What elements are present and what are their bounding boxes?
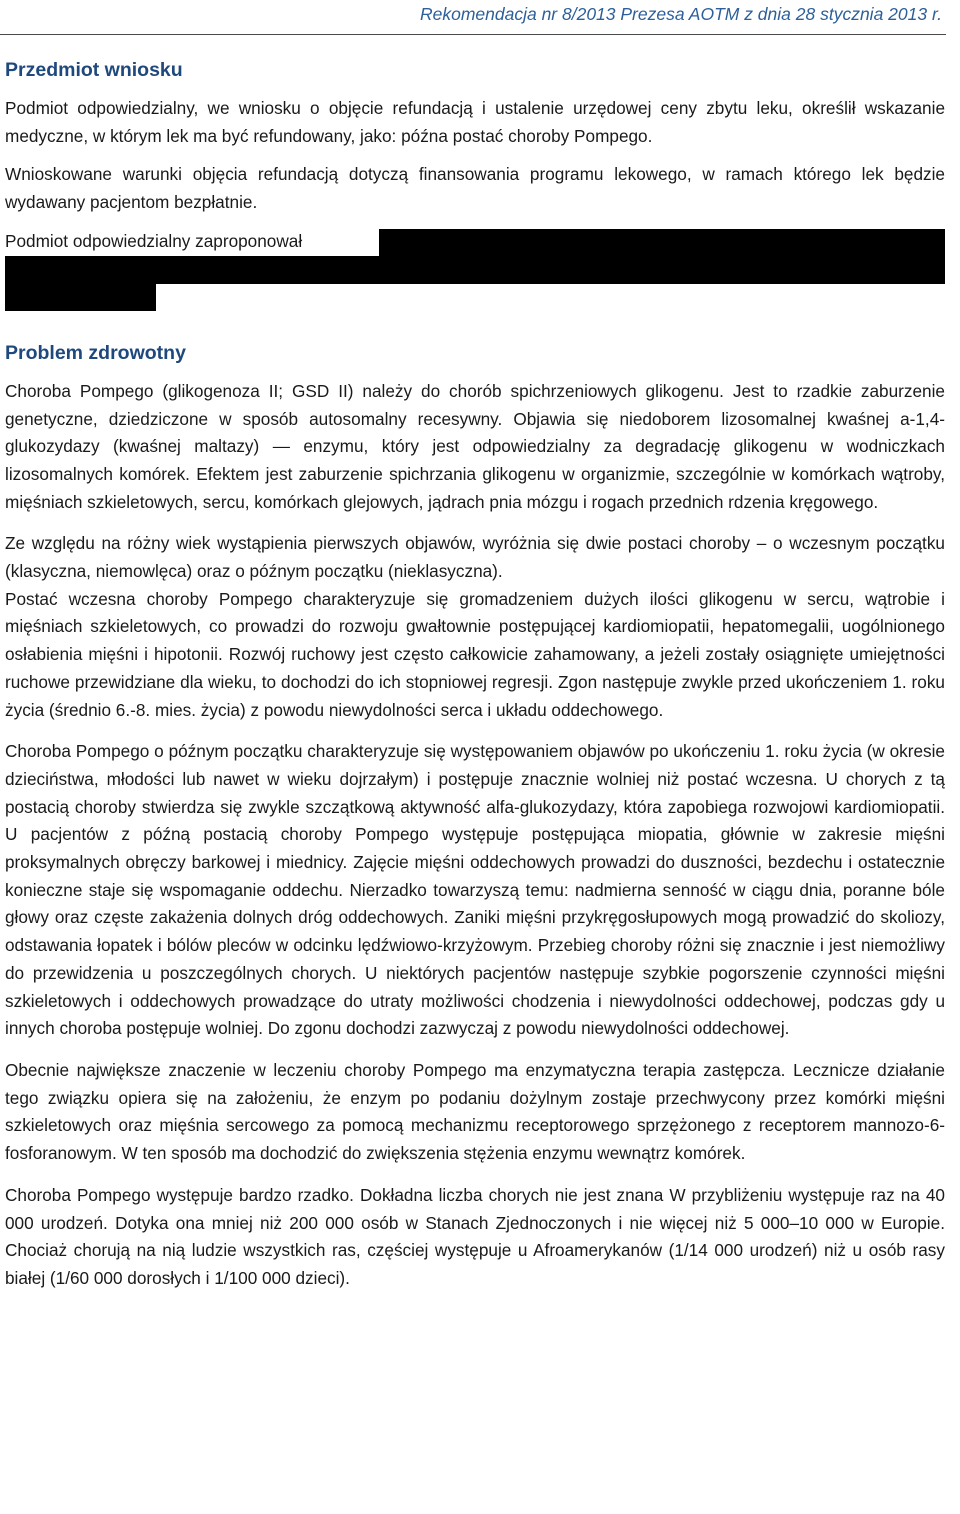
redaction-block xyxy=(5,283,156,311)
section-title-problem: Problem zdrowotny xyxy=(5,341,186,364)
paragraph-lead: Podmiot odpowiedzialny zaproponował xyxy=(5,230,303,251)
paragraph: Choroba Pompego o późnym początku charakteryzuje się występowaniem objawów po ukończeniu 1. roku życia (w okresie dzieciństwa, młodości lub nawet w wieku dojrzałym) i postępuje znacznie wolniej niż postać wczesna. U chorych z tą postacią choroby stwierdza się zwykle szczątkową aktywność alfa-glukozydazy, która zapobiega rozwojowi kardiomiopatii. U pacjentów z późną postacią choroby Pompego występuje postępująca miopatia, głównie w zakresie mięśni proksymalnych obręczy barkowej i miednicy. Zajęcie mięśni oddechowych prowadzi do duszności, bezdechu i ostatecznie konieczne staje się wspomaganie oddechu. Nierzadko towarzyszą temu: nadmierna senność w ciągu dnia, poranne bóle głowy oraz częste zakażenia dolnych dróg oddechowych. Zaniki mięśni przykręgosłupowych mogą prowadzić do skoliozy, odstawania łopatek i bólów pleców w odcinku lędźwiowo-krzyżowym. Przebieg choroby różni się znacznie i jest niemożliwy do przewidzenia u poszczególnych chorych. U niektórych pacjentów następuje szybkie pogorszenie czynności mięśni szkieletowych i oddechowych prowadzące do utraty możliwości chodzenia i niewydolności oddechowej, podczas gdy u innych choroba postępuje wolniej. Do zgonu dochodzi zazwyczaj z powodu niewydolności oddechowej. xyxy=(5,741,945,1039)
redaction-block xyxy=(5,256,945,284)
paragraph: Choroba Pompego występuje bardzo rzadko. Dokładna liczba chorych nie jest znana W przybliżeniu występuje raz na 40 000 urodzeń. Dotyka ona mniej niż 200 000 osób w Stanach Zjednoczonych i nie więcej niż 5 000–10 000 w Europie. Chociaż chorują na nią ludzie wszystkich ras, częściej występuje u Afroamerykanów (1/14 000 urodzeń) niż u osób rasy białej (1/60 000 dorosłych i 1/100 000 dzieci). xyxy=(5,1184,945,1288)
section-title-przedmiot: Przedmiot wniosku xyxy=(5,59,183,81)
redaction-block xyxy=(379,229,945,257)
paragraph: Wnioskowane warunki objęcia refundacją dotyczą finansowania programu lekowego, w ramach którego lek będzie wydawany pacjentom bezpłatnie. xyxy=(5,164,945,213)
redacted-paragraph xyxy=(5,228,945,312)
paragraph: Obecnie największe znaczenie w leczeniu choroby Pompego ma enzymatyczna terapia zastępcza. Lecznicze działanie tego związku opiera się na założeniu, że enzym po podaniu dożylnym zostaje przechwycony przez komórki mięśni szkieletowych oraz mięśnia sercowego za pomocą mechanizmu receptorowego sprzężonego z receptorem mannozo-6-fosforanowym. W ten sposób ma dochodzić do zwiększenia stężenia enzymu wewnątrz komórek. xyxy=(5,1059,945,1164)
paragraph: Choroba Pompego (glikogenoza II; GSD II) należy do chorób spichrzeniowych glikogenu. Jest to rzadkie zaburzenie genetyczne, dziedziczone w sposób autosomalny recesywny. Objawia się niedoborem lizosomalnej kwaśnej a-1,4-glukozydazy (kwaśnej maltazy) — enzymu, który jest odpowiedzialny za degradację glikogenu w wodniczkach lizosomalnych komórek. Efektem jest zaburzenie spichrzania glikogenu w organizmie, szczególnie w komórkach wątroby, mięśniach szkieletowych, sercu, komórkach glejowych, jądrach pnia mózgu i rogach przednich rdzenia kręgowego. xyxy=(5,380,945,512)
document-body xyxy=(5,56,945,1293)
paragraph: Podmiot odpowiedzialny, we wniosku o objęcie refundacją i ustalenie urzędowej ceny zbytu leku, określił wskazanie medyczne, w którym lek ma być refundowany, jako: późna postać choroby Pompego. xyxy=(5,98,945,146)
header-title: Rekomendacja nr 8/2013 Prezesa AOTM z dnia 28 stycznia 2013 r. xyxy=(419,4,942,24)
page-header xyxy=(0,0,946,35)
paragraph: Ze względu na różny wiek wystąpienia pierwszych objawów, wyróżnia się dwie postaci choroby – o wczesnym początku (klasyczna, niemowlęca) oraz o późnym początku (nieklasyczna). xyxy=(5,533,945,582)
paragraph: Postać wczesna choroby Pompego charakteryzuje się gromadzeniem dużych ilości glikogenu w sercu, wątrobie i mięśniach szkieletowych, co prowadzi do rozwoju gwałtownie postępującej kardiomiopatii, hepatomegalii, uogólnionego osłabienia mięśni i hipotonii. Rozwój ruchowy jest często całkowicie zahamowany, a jeżeli zostały osiągnięte umiejętności ruchowe przewidziane dla wieku, to dochodzi do ich stopniowej regresji. Zgon następuje zwykle przed ukończeniem 1. roku życia (średnio 6.-8. mies. życia) z powodu niewydolności serca i układu oddechowego. xyxy=(5,588,945,720)
